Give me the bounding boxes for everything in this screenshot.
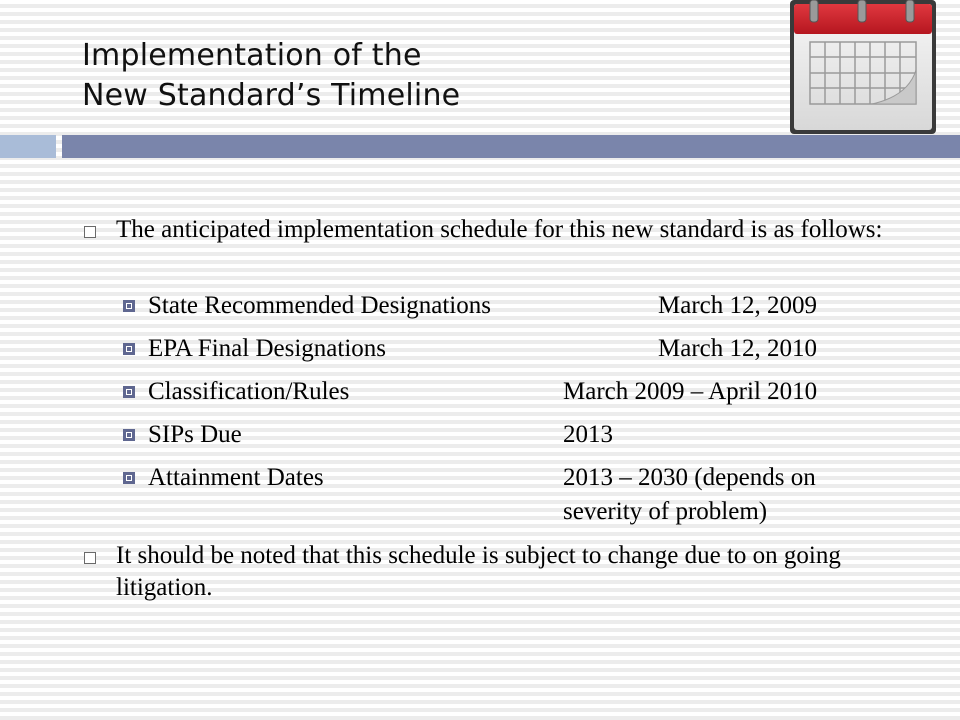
- schedule-date-continued: severity of problem): [563, 498, 768, 525]
- schedule-date: March 2009 – April 2010: [563, 378, 818, 405]
- slide-title-line2: New Standard’s Timeline: [82, 78, 461, 113]
- hollow-square-bullet-icon: [84, 552, 96, 564]
- intro-text: The anticipated implementation schedule for this new standard is as follows:: [116, 216, 883, 243]
- schedule-label: EPA Final Designations: [148, 335, 386, 362]
- hollow-square-bullet-icon: [84, 226, 96, 238]
- schedule-date: March 12, 2009: [658, 292, 817, 319]
- schedule-date: March 12, 2010: [658, 335, 817, 362]
- schedule-label: Attainment Dates: [148, 464, 324, 491]
- schedule-label: State Recommended Designations: [148, 292, 491, 319]
- filled-square-bullet-icon: [123, 429, 135, 441]
- slide-title-line1: Implementation of the: [82, 38, 422, 73]
- schedule-label: Classification/Rules: [148, 378, 350, 405]
- filled-square-bullet-icon: [123, 343, 135, 355]
- filled-square-bullet-icon: [123, 386, 135, 398]
- note-text: It should be noted that this schedule is subject to change due to on going litigation.: [116, 542, 841, 601]
- filled-square-bullet-icon: [123, 472, 135, 484]
- schedule-date: 2013: [563, 421, 613, 448]
- filled-square-bullet-icon: [123, 300, 135, 312]
- schedule-label: SIPs Due: [148, 421, 242, 448]
- schedule-date: 2013 – 2030 (depends on: [563, 464, 816, 491]
